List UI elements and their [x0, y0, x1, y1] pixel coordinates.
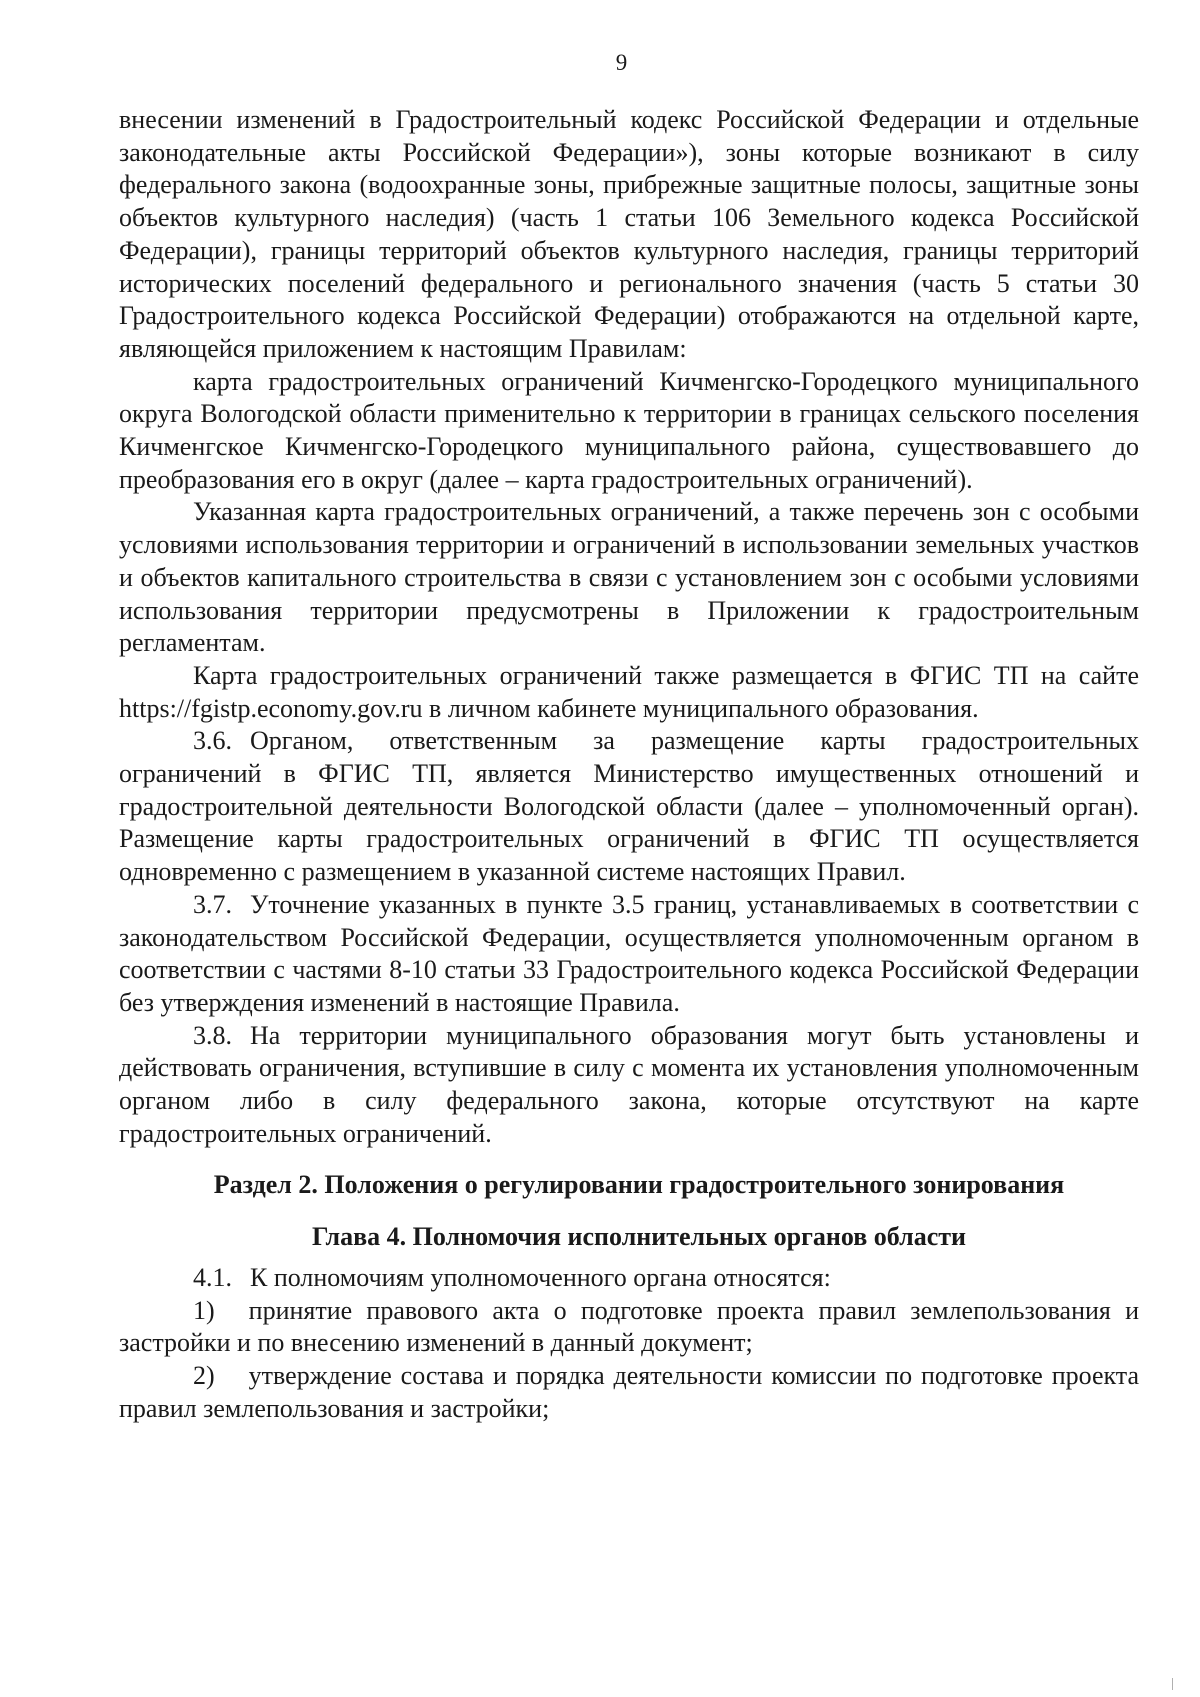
clause-number: 3.7. [193, 889, 232, 919]
clause-number: 3.8. [193, 1020, 232, 1050]
list-item-number: 1) [193, 1295, 215, 1325]
clause-3-8 [119, 1020, 1139, 1151]
clause-number: 3.6. [193, 726, 232, 756]
clause-text: Органом, ответственным за размещение карты градостроительных ограничений в ФГИС ТП, является Министерство имущественных отношений и градостроительной деятельности Вологодской области (далее – уполномоченный орган). Размещение карты градостроительных ограничений в ФГИС ТП осуществляется одновременно с размещением в указанной системе настоящих Правил. [119, 726, 1139, 887]
clause-3-6 [119, 725, 1139, 889]
page-number: 9 [615, 50, 628, 75]
paragraph-continuation: внесении изменений в Градостроительный кодекс Российской Федерации и отдельные законодательные акты Российской Федерации»), зоны которые возникают в силу федерального закона (водоохранные зоны, прибрежные защитные полосы, защитные зоны объектов культурного наследия) (часть 1 статьи 106 Земельного кодекса Российской Федерации), границы территорий объектов культурного наследия, границы территорий исторических поселений федерального и регионального значения (часть 5 статьи 30 Градостроительного кодекса Российской Федерации) отображаются на отдельной карте, являющейся приложением к настоящим Правилам: [119, 105, 1139, 363]
list-item-text: утверждение состава и порядка деятельности комиссии по подготовке проекта правил землепользования и застройки; [119, 1361, 1139, 1423]
list-item-2 [119, 1360, 1139, 1425]
document-body [119, 104, 1139, 1425]
clause-text: На территории муниципального образования могут быть установлены и действовать ограничения, вступившие в силу с момента их установления уполномоченным органом либо в силу федерального закона, которые отсутствуют на карте градостроительных ограничений. [119, 1020, 1139, 1148]
clause-3-7 [119, 889, 1139, 1020]
list-item-text: принятие правового акта о подготовке проекта правил землепользования и застройки и по внесению изменений в данный документ; [119, 1295, 1139, 1358]
chapter-heading: Глава 4. Полномочия исполнительных органов области [311, 1222, 967, 1252]
scan-mark [1172, 1678, 1173, 1690]
clause-text: К полномочиям уполномоченного органа относятся: [250, 1262, 831, 1292]
clause-text: Уточнение указанных в пункте 3.5 границ, устанавливаемых в соответствии с законодательством Российской Федерации, осуществляется уполномоченным органом в соответствии с частями 8-10 статьи 33 Градостроительного кодекса Российской Федерации без утверждения изменений в настоящие Правила. [119, 889, 1139, 1017]
clause-4-1 [119, 1262, 1139, 1295]
paragraph-map-name: карта градостроительных ограничений Кичменгско-Городецкого муниципального округа Вологодской области применительно к территории в границах сельского поселения Кичменгское Кичменгско-Городецкого муниципального района, существовавшего до преобразования его в округ (далее – карта градостроительных ограничений). [119, 366, 1139, 494]
list-item-1 [119, 1295, 1139, 1360]
paragraph-map-description: Указанная карта градостроительных ограничений, а также перечень зон с особыми условиями использования территории и ограничений в использовании земельных участков и объектов капитального строительства в связи с установлением зон с особыми условиями использования территории предусмотрены в Приложении к градостроительным регламентам. [119, 497, 1139, 658]
section-heading: Раздел 2. Положения о регулировании градостроительного зонирования [213, 1169, 1065, 1199]
clause-number: 4.1. [193, 1262, 232, 1292]
list-item-number: 2) [193, 1361, 215, 1391]
paragraph-map-website: Карта градостроительных ограничений также размещается в ФГИС ТП на сайте https://fgistp.economy.gov.ru в личном кабинете муниципального образования. [119, 660, 1139, 723]
